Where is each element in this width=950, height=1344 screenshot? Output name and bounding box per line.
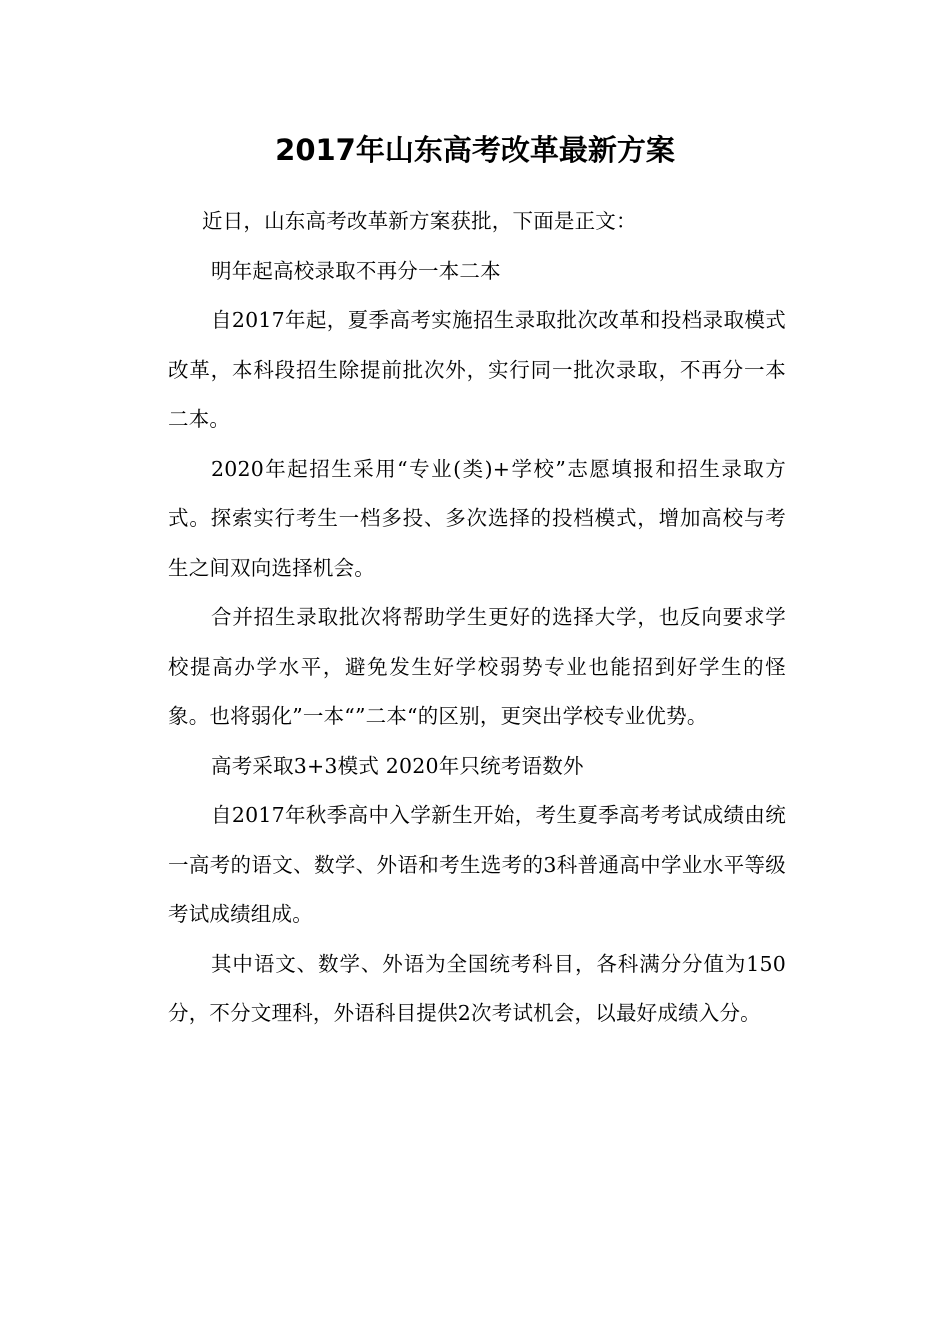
- body-paragraph: 其中语文、数学、外语为全国统考科目，各科满分分值为150分，不分文理科，外语科目提供2次考试机会，以最好成绩入分。: [168, 951, 786, 1025]
- intro-paragraph: 近日，山东高考改革新方案获批，下面是正文：: [202, 209, 637, 233]
- body-paragraph: 2020年起招生采用“专业(类)+学校”志愿填报和招生录取方式。探索实行考生一档多投、多次选择的投档模式，增加高校与考生之间双向选择机会。: [168, 456, 786, 580]
- document-body: [168, 197, 786, 1039]
- body-paragraph: 自2017年秋季高中入学新生开始，考生夏季高考考试成绩由统一高考的语文、数学、外语和考生选考的3科普通高中学业水平等级考试成绩组成。: [168, 803, 786, 926]
- document-title: 2017年山东高考改革最新方案: [275, 133, 675, 167]
- section-heading: 明年起高校录取不再分一本二本: [211, 258, 501, 283]
- body-paragraph: 合并招生录取批次将帮助学生更好的选择大学，也反向要求学校提高办学水平，避免发生好学校弱势专业也能招到好学生的怪象。也将弱化”一本“”二本“的区别，更突出学校专业优势。: [168, 605, 786, 728]
- section-heading: 高考采取3+3模式 2020年只统考语数外: [211, 753, 584, 778]
- body-paragraph: 自2017年起，夏季高考实施招生录取批次改革和投档录取模式改革，本科段招生除提前批次外，实行同一批次录取，不再分一本二本。: [168, 308, 786, 431]
